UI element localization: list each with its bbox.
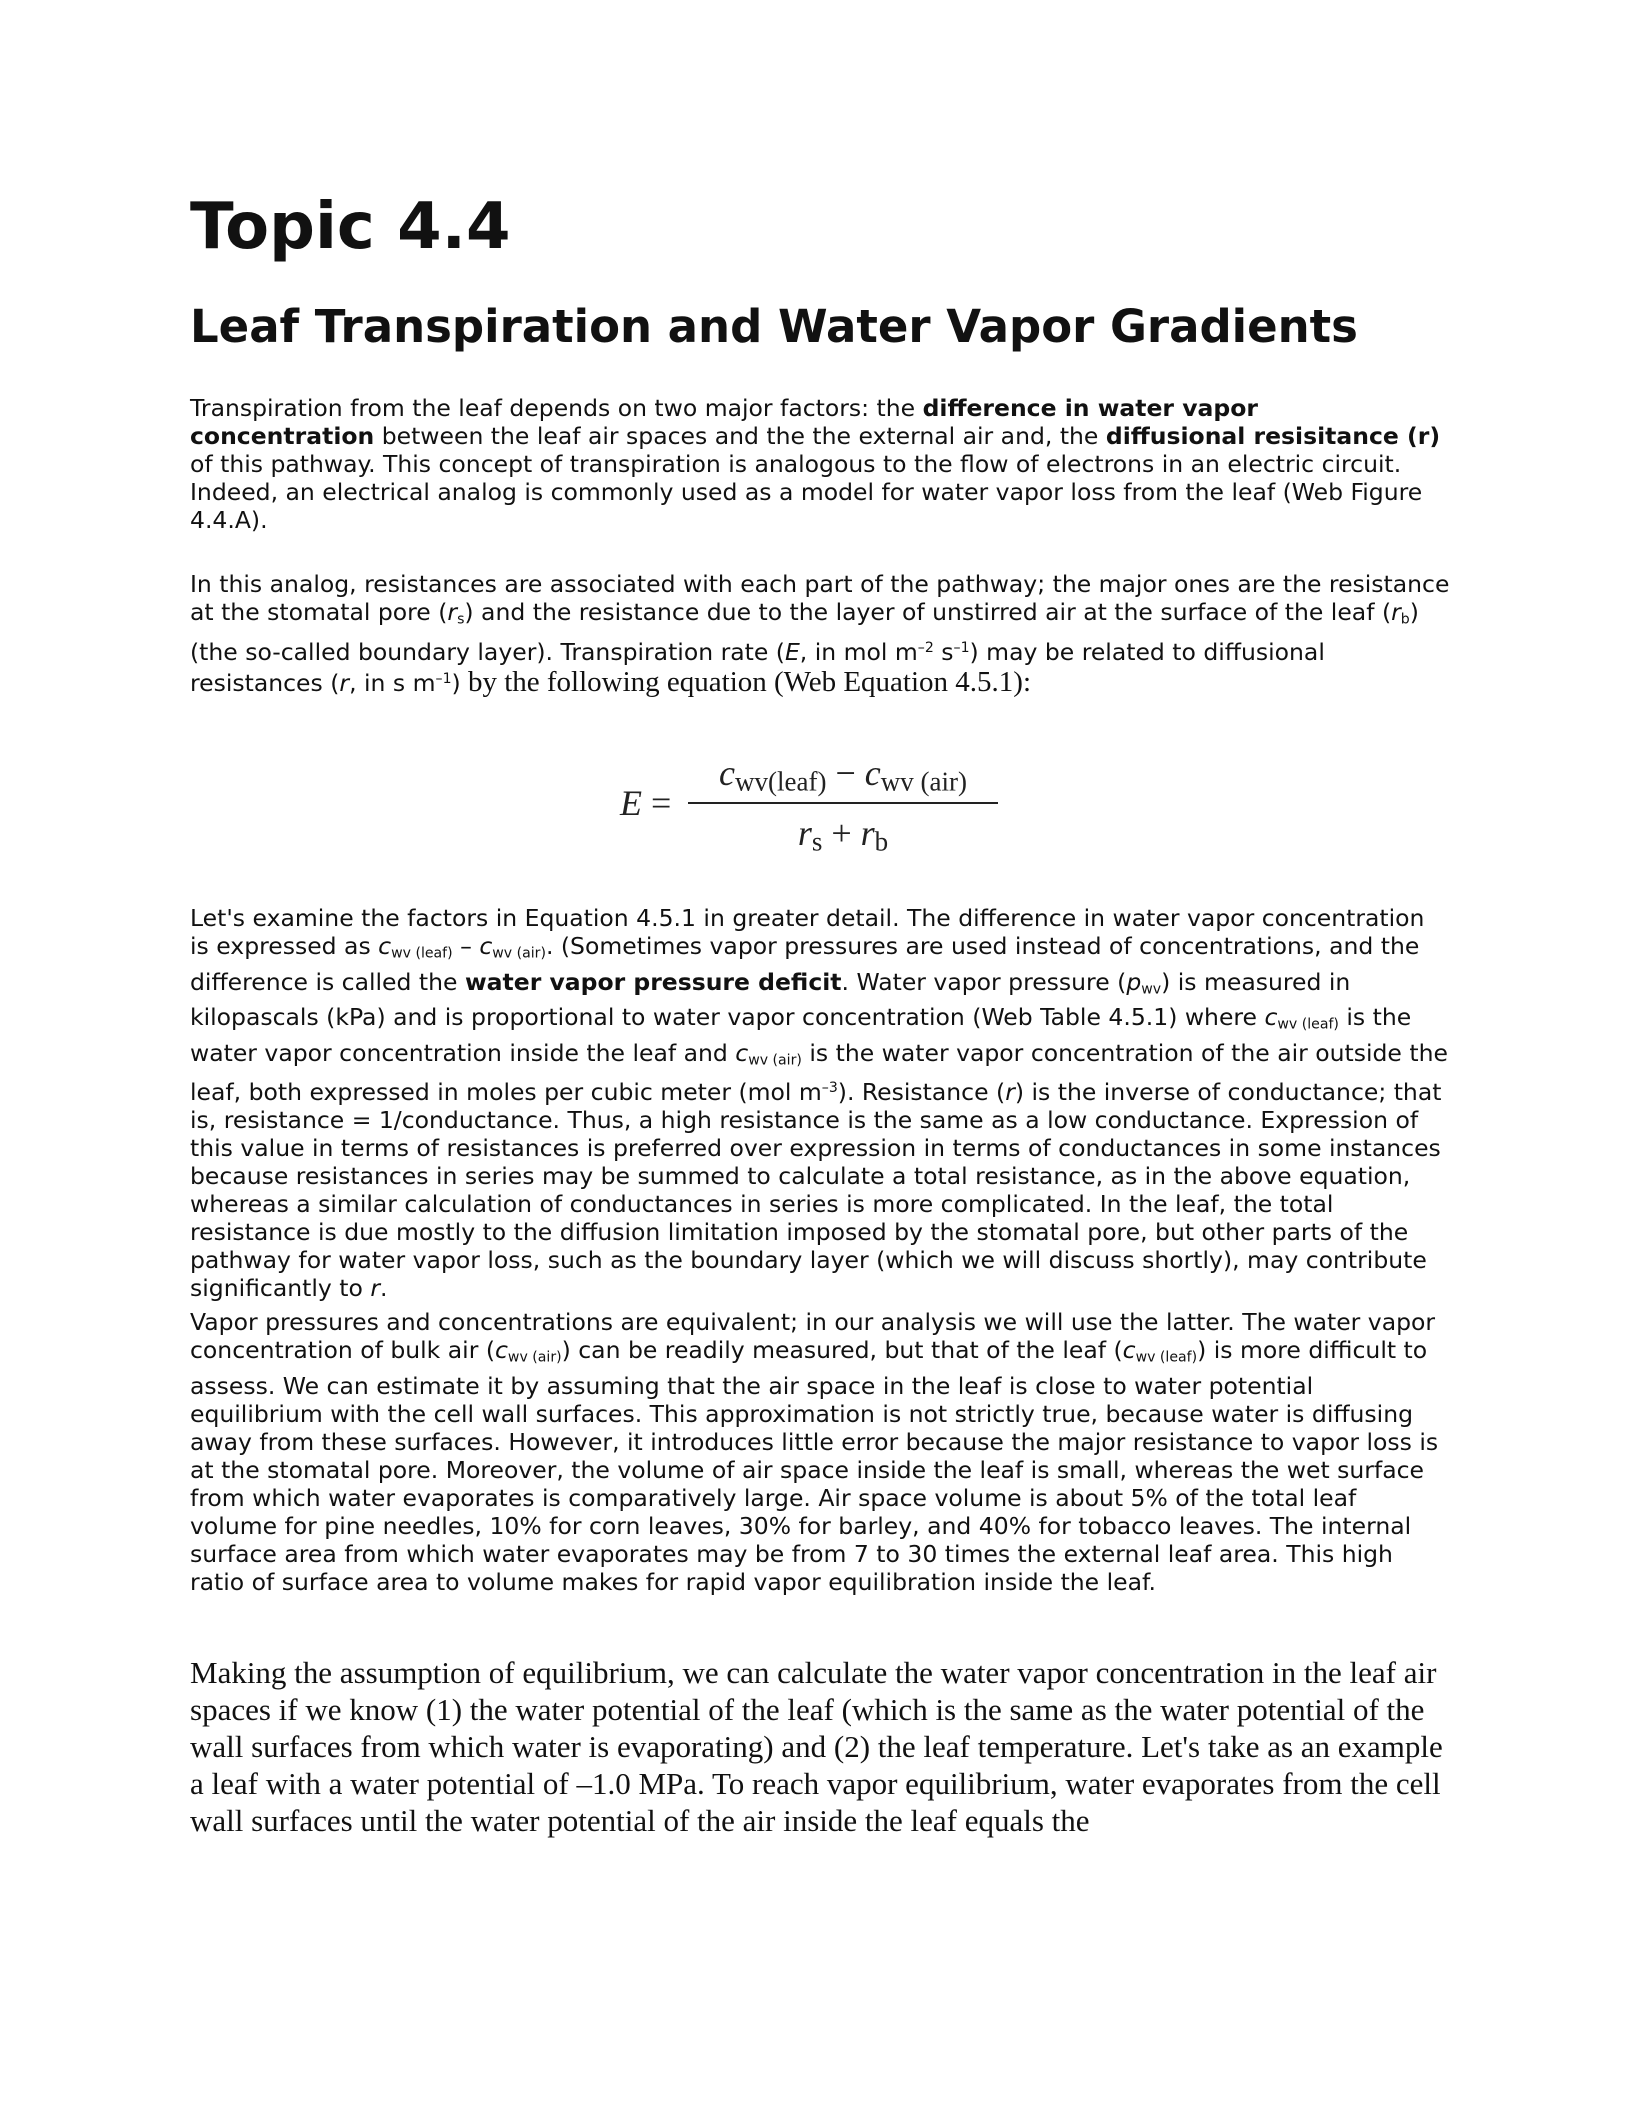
paragraph-intro [190, 394, 1450, 534]
superscript: –1 [435, 671, 452, 688]
variable: E [620, 783, 642, 823]
text-run: . (Sometimes vapor pressures are used instead of concentrations, and the difference is called the [190, 932, 1420, 996]
text-run: – [452, 932, 480, 960]
variable: r [339, 669, 350, 698]
text-run: ) and the resistance due to the layer of unstirred air at the surface of the leaf ( [464, 598, 1392, 626]
transpiration-equation [620, 752, 1060, 862]
variable: r [447, 598, 458, 626]
subscript: wv (leaf) [1135, 1349, 1198, 1366]
text-run: ) is the inverse of conductance; that is, resistance = 1/conductance. Thus, a high resistance is the same as a low conductance. Expression of this value in terms of resistances is preferred over expression in terms of conductances in some instances because resistances in series may be summed to calculate a total resistance, as in the above equation, whereas a similar calculation of conductances in series is more complicated. In the leaf, the total resistance is due mostly to the diffusion limitation imposed by the stomatal pore, but other parts of the pathway for water vapor loss, such as the boundary layer (which we will discuss shortly), may contribute significantly to [190, 1077, 1442, 1302]
variable: r [1391, 598, 1401, 626]
variable: r [370, 1273, 380, 1302]
text-run: by the following equation (Web Equation 4.5.1): [460, 666, 1032, 699]
text-run: , in mol m [799, 637, 918, 666]
superscript: –2 [917, 639, 934, 656]
text-run: , in s m [349, 669, 436, 698]
minus-sign: − [826, 753, 865, 793]
text-run: . [379, 1273, 388, 1302]
variable: c [1122, 1336, 1136, 1364]
subscript: wv (air) [880, 766, 967, 797]
paragraph-equilibrium: Making the assumption of equilibrium, we can calculate the water vapor concentration in the leaf air spaces if we know (1) the water potential of the leaf (which is the same as the water potential of the wall surfaces from which water is evaporating) and (2) the leaf temperature. Let's take as an example a leaf with a water potential of –1.0 MPa. To reach vapor equilibrium, water evaporates from the cell wall surfaces until the water potential of the air inside the leaf equals the [190, 1655, 1443, 1838]
subscript: wv [1141, 981, 1162, 998]
subscript: wv (air) [748, 1052, 802, 1069]
variable: E [784, 637, 800, 666]
variable: c [864, 753, 881, 793]
subscript: wv (air) [507, 1349, 562, 1366]
variable: c [719, 753, 735, 793]
text-run: ). Resistance ( [837, 1077, 1006, 1106]
equation-numerator [688, 752, 998, 797]
bold-term: diffusional resisitance (r) [1105, 422, 1441, 450]
text-run: Let's examine the factors in Equation 4.5.1 in greater detail. The difference in water vapor concentration is expressed as [190, 904, 1425, 960]
text-run: ) [451, 669, 461, 698]
fraction-bar [688, 802, 998, 804]
text-run: . Water vapor pressure ( [841, 967, 1127, 996]
variable: c [479, 932, 493, 960]
bold-term: difference in water vapor concentration [190, 394, 1258, 450]
text-run: Transpiration from the leaf depends on two major factors: the [190, 394, 923, 422]
variable: c [735, 1038, 749, 1067]
text-run: between the leaf air spaces and the the external air and, the [374, 422, 1106, 450]
text-run: ) is more difficult to assess. We can estimate it by assuming that the air space in the leaf is close to water potential equilibrium with the cell wall surfaces. This approximation is not strictly true, because water is diffusing away from these surfaces. However, it introduces little error because the major resistance to vapor loss is at the stomatal pore. Moreover, the volume of air space inside the leaf is small, whereas the wet surface from which water evaporates is comparatively large. Air space volume is about 5% of the total leaf volume for pine needles, 10% for corn leaves, 30% for barley, and 40% for tobacco leaves. The internal surface area from which water evaporates may be from 7 to 30 times the external leaf area. This high ratio of surface area to volume makes for rapid vapor equilibration inside the leaf. [190, 1336, 1439, 1596]
variable: r [1005, 1077, 1015, 1106]
superscript: –3 [821, 1080, 838, 1097]
subscript: b [874, 826, 889, 857]
variable: c [1264, 1003, 1278, 1032]
text-run: Vapor pressures and concentrations are equivalent; in our analysis we will use the latter. The water vapor concentration of bulk air ( [190, 1308, 1436, 1364]
subscript: s [457, 611, 465, 628]
text-run: is the water vapor concentration of the air outside the leaf, both expressed in moles per cubic meter (mol m [190, 1038, 1448, 1106]
subscript: wv (leaf) [391, 945, 453, 962]
subscript: wv (leaf) [1277, 1016, 1339, 1033]
subscript: s [811, 826, 823, 857]
variable: c [495, 1336, 508, 1364]
page-title: Leaf Transpiration and Water Vapor Gradients [190, 300, 1358, 353]
text-run: s [933, 637, 954, 666]
text-run: ) is measured in kilopascals (kPa) and is proportional to water vapor concentration (Web Table 4.5.1) where [190, 967, 1351, 1032]
text-run: ) can be readily measured, but that of the leaf ( [561, 1336, 1123, 1364]
paragraph-factors [190, 904, 1450, 1302]
variable: p [1126, 967, 1142, 996]
variable: c [378, 932, 392, 960]
text-run: ) may be related to diffusional resistances ( [190, 637, 1325, 698]
text-run: ) (the so-called boundary layer). Transpiration rate ( [190, 598, 1419, 666]
subscript: b [1400, 611, 1410, 628]
text-run: In this analog, resistances are associated with each part of the pathway; the major ones are the resistance at the stomatal pore ( [190, 570, 1450, 626]
text-run: is the water vapor concentration inside the leaf and [190, 1003, 1412, 1067]
plus-sign: + [822, 813, 861, 853]
variable: r [797, 813, 812, 853]
paragraph-vapor-pressures [190, 1308, 1450, 1596]
subscript: wv(leaf) [735, 766, 827, 797]
equals-sign: = [642, 783, 672, 823]
paragraph-analog [190, 570, 1450, 697]
subscript: wv (air) [492, 945, 546, 962]
text-run: of this pathway. This concept of transpiration is analogous to the flow of electrons in an electric circuit. Indeed, an electrical analog is commonly used as a model for water vapor loss from the leaf (Web Figure 4.4.A). [190, 450, 1423, 534]
equation-lhs [620, 782, 671, 824]
superscript: –1 [953, 639, 970, 656]
bold-term: water vapor pressure deficit [464, 967, 842, 996]
equation-denominator [688, 812, 998, 857]
topic-heading: Topic 4.4 [190, 190, 511, 264]
variable: r [860, 813, 875, 853]
